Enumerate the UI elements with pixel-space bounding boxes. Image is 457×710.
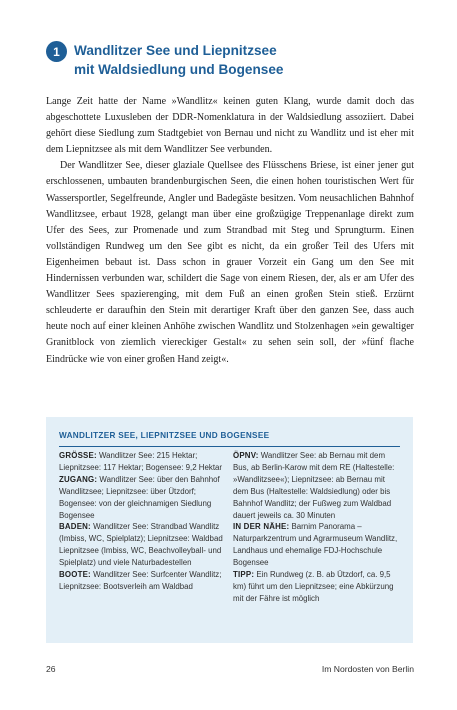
body-paragraph: Lange Zeit hatte der Name »Wandlitz« keinen guten Klang, wurde damit doch das abgeschottete Luxusleben der DDR-Nomenklatura in der Waldsiedlung assoziiert. Dabei gehört diese Siedlung zum Stadtgebiet von Bernau und nicht zu Wandlitz und ist eher mit dem Liepnitzsee als mit dem Wandlitzer See verbunden. bbox=[46, 96, 414, 156]
info-entry-baden bbox=[59, 521, 224, 569]
section-title-line-2: mit Waldsiedlung und Bogensee bbox=[74, 62, 284, 77]
info-box-divider bbox=[59, 446, 400, 447]
info-box-right-column bbox=[233, 450, 401, 605]
running-head: Im Nordosten von Berlin bbox=[321, 664, 414, 674]
info-entry-label: GRÖSSE: bbox=[59, 451, 97, 460]
info-entry-label: BOOTE: bbox=[59, 570, 91, 580]
page-number: 26 bbox=[46, 664, 56, 674]
info-entry-text: Wandlitzer See: ab Bernau mit dem Bus, ab Berlin-Karow mit dem RE (Haltestelle: »Wandlitzsee«); Liepnitzsee: ab Bernau mit dem Bus (Haltestelle: Waldsiedlung) oder bis Bahnhof Wandlitz; der Fußweg zum Waldbad dauert jeweils ca. 30 Minuten bbox=[233, 451, 395, 520]
info-entry-tipp bbox=[233, 569, 401, 605]
info-entry-boote bbox=[59, 569, 224, 593]
info-entry-zugang bbox=[59, 474, 224, 522]
info-entry-text: Barnim Panorama – Naturparkzentrum und Agrarmuseum Wandlitz, Landhaus und ehemalige FDJ-Hochschule Bogensee bbox=[233, 522, 398, 568]
info-entry-text: Wandlitzer See: über den Bahnhof Wandlitzsee; Liepnitzsee: über Ützdorf; Bogensee: von der gleichnamigen Siedlung Bogensee bbox=[59, 474, 220, 520]
body-text bbox=[46, 94, 414, 368]
info-entry-oepnv bbox=[233, 450, 401, 521]
info-entry-text: Wandlitzer See: 215 Hektar; Liepnitzsee: 117 Hektar; Bogensee: 9,2 Hektar bbox=[59, 451, 223, 472]
info-box bbox=[46, 417, 413, 643]
section-title-line-1: Wandlitzer See und Liepnitzsee bbox=[74, 43, 277, 58]
section-number-badge: 1 bbox=[46, 41, 67, 62]
info-entry-text: Ein Rundweg (z. B. ab Ützdorf, ca. 9,5 km) führt um den Liepnitzsee; eine Abkürzung mit der Fähre ist möglich bbox=[233, 570, 394, 603]
info-entry-in-der-naehe bbox=[233, 521, 401, 569]
body-paragraph: Der Wandlitzer See, dieser glaziale Quellsee des Flüsschens Briese, ist einer jener gut erschlossenen, umbauten brandenburgischen Seen, die einen hohen touristischen Wert für Wassersportler, Segelfreunde, Angler und Badegäste besitzen. Vom neusachlichen Bahnhof Wandlitzsee, erbaut 1928, gelangt man über eine großzügige Treppenanlage direkt zum Ufer des Sees, zur Promenade und zum Strandbad mit Steg und Sprungturm. Einen vollständigen Rundweg um den See gibt es nicht, da ein großer Teil des Ufers mit Eigenheimen bebaut ist. Dass schon in grauer Vorzeit ein Gang um den See mit Hindernissen verbunden war, schildert die Sage von einem Riesen, der, als er am Ufer des Wandlitzer Sees spazierenging, mit dem Fuß an einen großen Stein stieß. Erzürnt schleuderte er daraufhin den Stein mit derartiger Kraft über den ganzen See, dass auch heute noch auf einer kleinen Anhöhe zwischen Wandlitz und Stolzenhagen »ein gewaltiger Granitblock von ziemlich viereckiger Gestalt« zu sehen sein soll, der »fünf flache Eindrücke wie von einer großen Hand zeigt«. bbox=[46, 160, 414, 365]
info-entry-label: ÖPNV: bbox=[233, 451, 259, 460]
info-entry-text: Wandlitzer See: Strandbad Wandlitz (Imbiss, WC, Spielplatz); Liepnitzsee: Waldbad Liepnitzsee (Imbiss, WC, Beachvolleyball- und Spielplatz) und viele Naturbadestellen bbox=[59, 522, 223, 568]
info-entry-label: IN DER NÄHE: bbox=[233, 522, 290, 532]
section-title bbox=[74, 41, 414, 79]
info-box-left-column bbox=[59, 450, 224, 593]
info-entry-label: BADEN: bbox=[59, 522, 91, 532]
info-entry-label: TIPP: bbox=[233, 570, 255, 580]
info-box-title: WANDLITZER SEE, LIEPNITZSEE UND BOGENSEE bbox=[59, 431, 270, 440]
info-entry-text: Wandlitzer See: Surfcenter Wandlitz; Liepnitzsee: Bootsverleih am Waldbad bbox=[59, 570, 222, 591]
info-entry-label: ZUGANG: bbox=[59, 474, 98, 484]
info-entry-groesse bbox=[59, 450, 224, 474]
